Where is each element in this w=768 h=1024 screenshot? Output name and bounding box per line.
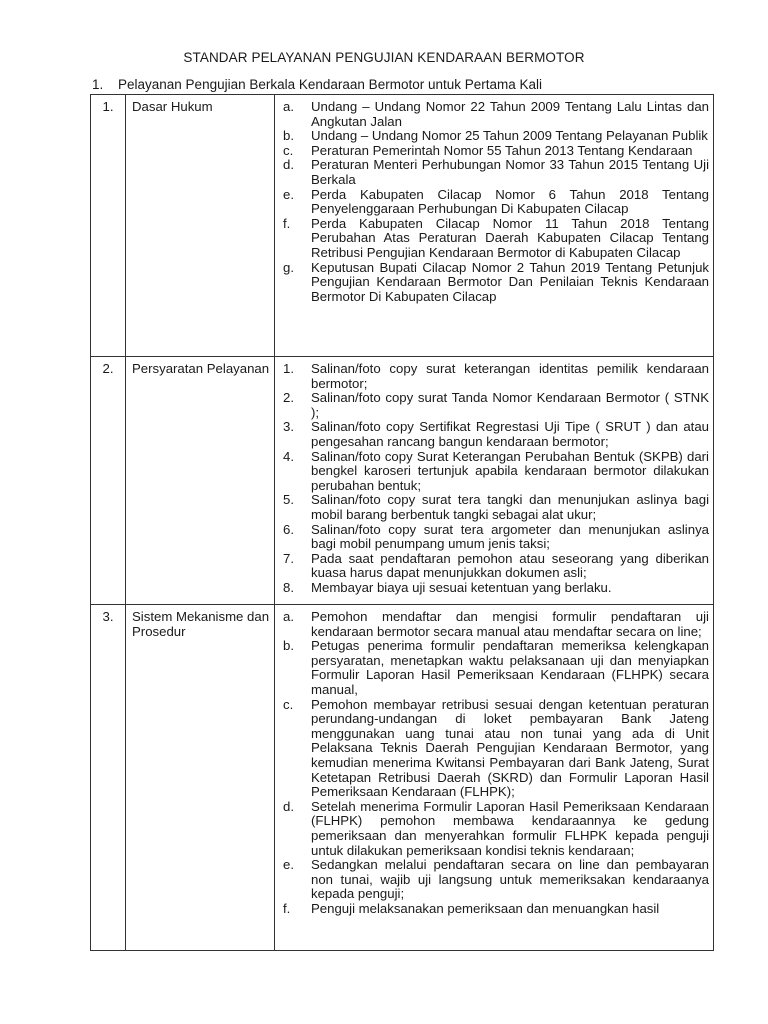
list-item-text: Membayar biaya uji sesuai ketentuan yang berlaku. (311, 579, 612, 595)
item-list (281, 362, 709, 596)
list-item (281, 100, 709, 129)
list-item-text: Undang – Undang Nomor 22 Tahun 2009 Tentang Lalu Lintas dan Angkutan Jalan (311, 99, 709, 129)
list-item-text: Salinan/foto copy Sertifikat Regrestasi Uji Tipe ( SRUT ) dan atau pengesahan rancang bangun kendaraan bermotor; (311, 419, 709, 449)
list-marker: a. (283, 99, 294, 114)
list-marker: b. (283, 128, 294, 144)
list-marker: a. (283, 610, 294, 624)
table-row-dasar-hukum (91, 95, 714, 357)
table-row-persyaratan-pelayanan (91, 357, 714, 605)
section-number: 1. (92, 77, 104, 92)
list-item (281, 858, 709, 902)
list-item-text: Perda Kabupaten Cilacap Nomor 6 Tahun 2018 Tentang Penyelenggaraan Perhubungan Di Kabupaten Cilacap (311, 186, 709, 217)
list-item (281, 902, 709, 917)
list-item (281, 188, 709, 217)
list-item (281, 362, 709, 391)
table-row-sistem-mekanisme (91, 605, 714, 951)
list-item (281, 158, 709, 187)
list-item (281, 552, 709, 581)
list-item (281, 639, 709, 697)
list-marker: 1. (283, 361, 294, 376)
list-item-text: Salinan/foto copy surat keterangan identitas pemilik kendaraan bermotor; (311, 361, 709, 391)
list-marker: 7. (283, 550, 294, 566)
list-marker: c. (283, 696, 294, 712)
list-marker: e. (283, 857, 294, 873)
row-label: Sistem Mekanisme dan Prosedur (126, 605, 275, 951)
list-item-text: Peraturan Menteri Perhubungan Nomor 33 Tahun 2015 Tentang Uji Berkala (311, 157, 709, 187)
list-marker: 4. (283, 448, 294, 464)
list-item (281, 391, 709, 420)
row-label: Persyaratan Pelayanan (126, 357, 275, 605)
list-item-text: Setelah menerima Formulir Laporan Hasil Pemeriksaan Kendaraan (FLHPK) pemohon membawa kendaraannya ke gedung pemeriksaan dan menyerahkan formulir FLHPK kepada penguji untuk dilakukan pemeriksaan kondisi teknis kendaraan; (311, 798, 709, 858)
list-marker: d. (283, 798, 294, 814)
list-item (281, 129, 709, 144)
list-item (281, 493, 709, 522)
list-item-text: Salinan/foto copy surat tera tangki dan menunjukan aslinya bagi mobil barang berbentuk tangki sebagai alat ukur; (311, 492, 709, 522)
list-marker: f. (283, 215, 291, 231)
list-item-text: Pada saat pendaftaran pemohon atau seseorang yang diberikan kuasa harus dapat menunjukkan dokumen asli; (311, 550, 709, 581)
list-item-text: Salinan/foto copy surat tera argometer dan menunjukan aslinya bagi mobil penumpang umum jenis taksi; (311, 521, 709, 552)
row-content (275, 357, 714, 605)
list-item (281, 523, 709, 552)
list-item-text: Pemohon membayar retribusi sesuai dengan ketentuan peraturan perundang-undangan di loket pembayaran Bank Jateng menggunakan uang tunai atau non tunai yang ada di Unit Pelaksana Teknis Daerah Pengujian Kendaraan Bermotor, yang kemudian menerima Kwitansi Pembayaran dari Bank Jateng, Surat Ketetapan Retribusi Daerah (SKRD) dan Formulir Laporan Hasil Pemeriksaan Kendaraan (FLHPK); (311, 696, 709, 800)
list-item (281, 581, 709, 596)
list-marker: 6. (283, 521, 294, 537)
list-item (281, 217, 709, 261)
list-item (281, 698, 709, 800)
list-item (281, 261, 709, 305)
list-marker: 3. (283, 419, 294, 435)
list-marker: f. (283, 900, 291, 916)
list-item (281, 144, 709, 159)
list-item-text: Sedangkan melalui pendaftaran secara on line dan pembayaran non tunai, wajib uji langsung untuk memeriksakan kendaraanya kepada penguji; (311, 857, 709, 902)
list-item-text: Undang – Undang Nomor 25 Tahun 2009 Tentang Pelayanan Publik (311, 128, 708, 144)
list-item-text: Peraturan Pemerintah Nomor 55 Tahun 2013 Tentang Kendaraan (311, 142, 693, 158)
list-item-text: Keputusan Bupati Cilacap Nomor 2 Tahun 2019 Tentang Petunjuk Pengujian Kendaraan Bermotor Dan Penilaian Teknis Kendaraan Bermotor Di Kabupaten Cilacap (311, 259, 709, 304)
list-item (281, 800, 709, 858)
list-marker: e. (283, 186, 294, 202)
list-marker: 2. (283, 390, 294, 406)
document-title: STANDAR PELAYANAN PENGUJIAN KENDARAAN BERMOTOR (183, 50, 585, 65)
list-marker: 8. (283, 579, 294, 595)
list-item-text: Salinan/foto copy surat Tanda Nomor Kendaraan Bermotor ( STNK ); (311, 390, 709, 420)
service-standard-table (90, 94, 714, 951)
list-marker: b. (283, 638, 294, 654)
list-item-text: Petugas penerima formulir pendaftaran memeriksa kelengkapan persyaratan, menetapkan waktu pelaksanaan uji dan menyiapkan Formulir Laporan Hasil Pemeriksaan Kendaraan (FLHPK) secara manual, (311, 638, 709, 697)
list-item (281, 420, 709, 449)
list-item (281, 450, 709, 494)
list-marker: 5. (283, 492, 294, 508)
list-marker: g. (283, 259, 294, 275)
row-content (275, 95, 714, 357)
section-heading (92, 77, 542, 92)
list-item-text: Salinan/foto copy Surat Keterangan Perubahan Bentuk (SKPB) dari bengkel karoseri tertunjuk apabila kendaraan bermotor dilakukan perubahan bentuk; (311, 448, 709, 493)
row-number: 3. (91, 605, 126, 951)
list-marker: c. (283, 142, 294, 158)
table-body (91, 95, 714, 951)
item-list (281, 100, 709, 304)
row-label: Dasar Hukum (126, 95, 275, 357)
list-item-text: Perda Kabupaten Cilacap Nomor 11 Tahun 2018 Tentang Perubahan Atas Peraturan Daerah Kabupaten Cilacap Tentang Retribusi Pengujian Kendaraan Bermotor di Kabupaten Cilacap (311, 215, 709, 260)
row-content (275, 605, 714, 951)
row-number: 2. (91, 357, 126, 605)
list-marker: d. (283, 157, 294, 173)
list-item-text: Pemohon mendaftar dan mengisi formulir pendaftaran uji kendaraan bermotor secara manual atau mendaftar secara on line; (311, 610, 709, 639)
row-number: 1. (91, 95, 126, 357)
list-item (281, 610, 709, 639)
section-title: Pelayanan Pengujian Berkala Kendaraan Bermotor untuk Pertama Kali (118, 77, 543, 92)
item-list (281, 610, 709, 916)
list-item-text: Penguji melaksanakan pemeriksaan dan menuangkan hasil (311, 900, 660, 916)
